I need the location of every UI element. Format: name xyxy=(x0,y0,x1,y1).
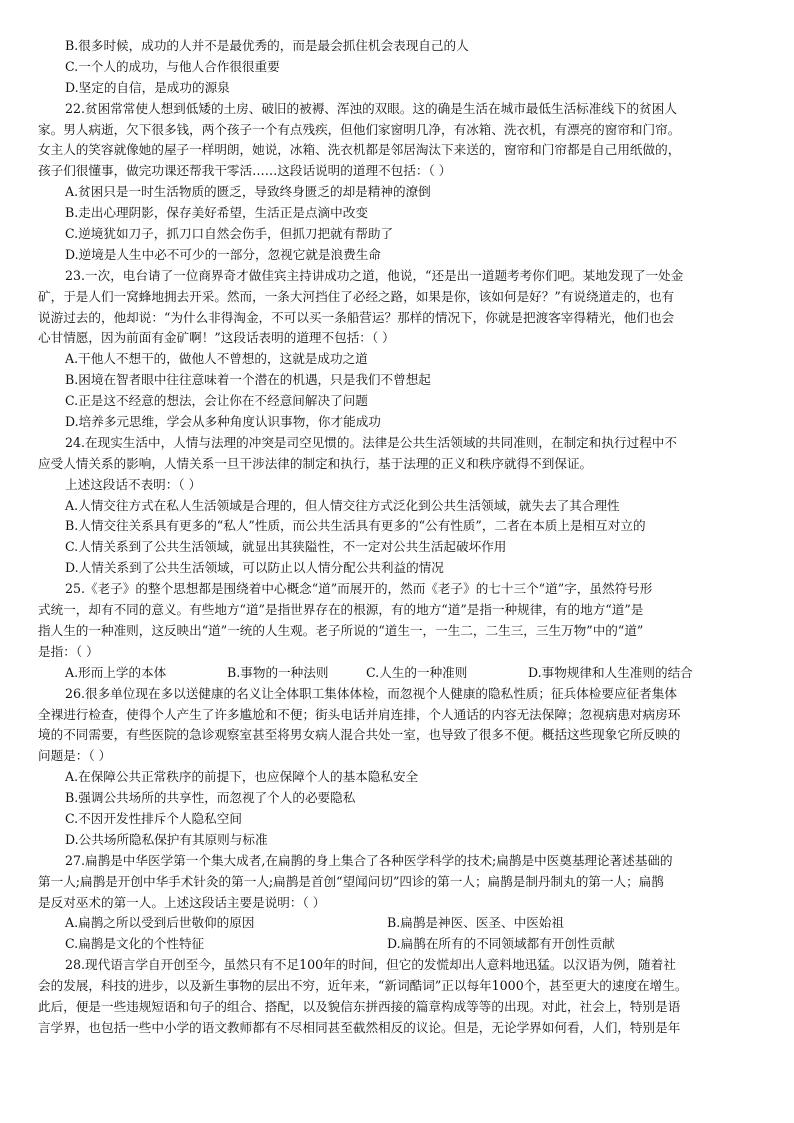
question-27-text: 27.扁鹊是中华医学第一个集大成者,在扁鹊的身上集合了各种医学科学的技术;扁鹊是中医奠基理论著述基础的 xyxy=(65,852,673,868)
question-text-line: 此后，便是一些违规短语和句子的组合、搭配，以及貌信东拼西接的篇章构成等等的出现。对此，社会上，特别是语 xyxy=(38,998,681,1014)
exam-page xyxy=(38,36,760,1039)
question-25-text: 25.《老子》的整个思想都是围绕着中心概念“道”而展开的，然而《老子》的七十三个“道”字，虽然符号形 xyxy=(65,581,653,597)
option-line: A.贫困只是一时生活物质的匮乏，导致终身匮乏的却是精神的潦倒 xyxy=(65,184,431,200)
question-26-text: 26.很多单位现在多以送健康的名义让全体职工集体体检，而忽视个人健康的隐私性质；征兵体检要应征者集体 xyxy=(65,685,677,701)
option-c: C.扁鹊是文化的个性特征 xyxy=(65,936,205,952)
option-line: B.强调公共场所的共享性，而忽视了个人的必要隐私 xyxy=(65,790,356,806)
option-line: C.不因开发性排斥个人隐私空间 xyxy=(65,810,242,826)
option-line: A.在保障公共正常秩序的前提下，也应保障个人的基本隐私安全 xyxy=(65,769,419,785)
question-text-line: 说游过去的，他却说：“为什么非得淘金，不可以买一条船营运？那样的情况下，你就是把渡客宰得精光，他们也会 xyxy=(38,309,675,325)
question-23-text: 23.一次，电台请了一位商界奇才做佳宾主持讲成功之道，他说，“还是出一道题考考你们吧。某地发现了一处金 xyxy=(65,267,684,283)
option-line: C.人情关系到了公共生活领域，就显出其狭隘性，不一定对公共生活起破坏作用 xyxy=(65,539,507,555)
question-text-line: 是反对巫术的第一人。上述这段话主要是说明：（ ） xyxy=(38,894,326,910)
options-row-4col xyxy=(38,663,760,684)
question-prompt: 上述这段话不表明：（ ） xyxy=(65,476,202,492)
option-c: C.人生的一种准则 xyxy=(366,664,468,680)
option-line: C.逆境犹如刀子，抓刀口自然会伤手，但抓刀把就有帮助了 xyxy=(65,226,394,242)
question-text-line: 第一人;扁鹊是开创中华手术针灸的第一人;扁鹊是首创“望闻问切”四诊的第一人；扁鹊是制丹制丸的第一人；扁鹊 xyxy=(38,873,664,889)
options-row-2col xyxy=(38,934,760,955)
option-line: B.人情交往关系具有更多的“私人”性质，而公共生活具有更多的“公有性质”，二者在本质上是相互对立的 xyxy=(65,518,646,534)
option-line: B.很多时候，成功的人并不是最优秀的，而是最会抓住机会表现自己的人 xyxy=(65,38,469,53)
option-d: D.事物规律和人生准则的结合 xyxy=(528,664,693,680)
option-line: C.正是这不经意的想法，会让你在不经意间解决了问题 xyxy=(65,393,368,409)
question-text-line: 全裸进行检查，使得个人产生了许多尴尬和不便；街头电话并肩连排，个人通话的内容无法保障；忽视病患对病房环 xyxy=(38,706,681,722)
question-text-line: 式统一，却有不同的意义。有些地方“道”是指世界存在的根源，有的地方“道”是指一种规律，有的地方“道”是 xyxy=(38,602,644,618)
question-text-line: 境的不同需要，有些医院的急诊观察室甚至将男女病人混合共处一室，也导致了很多不便。概括这些现象它所反映的 xyxy=(38,727,681,743)
option-line: B.困境在智者眼中往往意味着一个潜在的机遇，只是我们不曾想起 xyxy=(65,372,431,388)
question-text-line: 心甘情愿，因为前面有金矿啊！”这段话表明的道理不包括：（ ） xyxy=(38,330,395,346)
question-text-line: 会的发展，科技的进步，以及新生事物的层出不穷，近年来，“新词酷词”正以每年1000个，甚至更大的速度在增生。 xyxy=(38,978,688,994)
option-line: A.干他人不想干的，做他人不曾想的，这就是成功之道 xyxy=(65,351,368,367)
option-a: A.形而上学的本体 xyxy=(65,664,167,680)
question-text-line: 女主人的笑容就像她的屋子一样明朗，她说，冰箱、洗衣机都是邻居淘汰下来送的，窗帘和门帘都是自己用纸做的， xyxy=(38,142,681,158)
option-line: D.培养多元思维，学会从多种角度认识事物，你才能成功 xyxy=(65,414,381,430)
option-line: D.逆境是人生中必不可少的一部分，忽视它就是浪费生命 xyxy=(65,246,381,262)
question-22-text: 22.贫困常常使人想到低矮的土房、破旧的被褥、浑浊的双眼。这的确是生活在城市最低生活标准线下的贫困人 xyxy=(65,100,677,116)
question-text-line: 是指：（ ） xyxy=(38,643,99,659)
option-b: B.扁鹊是神医、医圣、中医始祖 xyxy=(387,915,564,931)
question-text-line: 家。男人病逝，欠下很多钱，两个孩子一个有点残疾，但他们家窗明几净，有冰箱、洗衣机，有漂亮的窗帘和门帘。 xyxy=(38,121,681,137)
question-24-text: 24.在现实生活中，人情与法理的冲突是司空见惯的。法律是公共生活领域的共同准则，在制定和执行过程中不 xyxy=(65,434,677,450)
option-line: C.一个人的成功，与他人合作很很重要 xyxy=(65,58,280,74)
question-text-line: 问题是：（ ） xyxy=(38,748,112,764)
option-line: D.坚定的自信，是成功的源泉 xyxy=(65,79,230,95)
option-line: B.走出心理阴影，保存美好希望，生活正是点滴中改变 xyxy=(65,205,368,221)
option-line: D.公共场所隐私保护有其原则与标准 xyxy=(65,831,268,847)
question-28-text: 28.现代语言学自开创至今，虽然只有不足100年的时间，但它的发慌却出人意料地迅猛。以汉语为例，随着社 xyxy=(65,957,676,973)
options-row-2col xyxy=(38,913,760,934)
question-text-line: 言学界，也包括一些中小学的语文教师都有不尽相同甚至截然相反的议论。但是，无论学界如何看，人们，特别是年 xyxy=(38,1019,681,1035)
option-d: D.扁鹊在所有的不同领域都有开创性贡献 xyxy=(387,936,615,952)
question-text-line: 孩子们很懂事，做完功课还帮我干零活……这段话说明的道理不包括：（ ） xyxy=(38,163,452,179)
question-text-line: 指人生的一种准则，这反映出“道”一统的人生观。老子所说的“道生一，一生二，二生三，三生万物”中的“道” xyxy=(38,622,644,638)
question-text-line: 应受人情关系的影响，人情关系一旦干涉法律的制定和执行，基于法理的正义和秩序就得不到保证。 xyxy=(38,455,593,471)
question-text-line: 矿，于是人们一窝蜂地拥去开采。然而，一条大河挡住了必经之路，如果是你，该如何是好？”有说绕道走的，也有 xyxy=(38,288,675,304)
option-line: D.人情关系到了公共生活领域，可以防止以人情分配公共利益的情况 xyxy=(65,560,444,576)
option-b: B.事物的一种法则 xyxy=(227,664,329,680)
option-line: A.人情交往方式在私人生活领域是合理的，但人情交往方式泛化到公共生活领域，就失去了其合理性 xyxy=(65,497,620,513)
option-a: A.扁鹊之所以受到后世敬仰的原因 xyxy=(65,915,255,931)
